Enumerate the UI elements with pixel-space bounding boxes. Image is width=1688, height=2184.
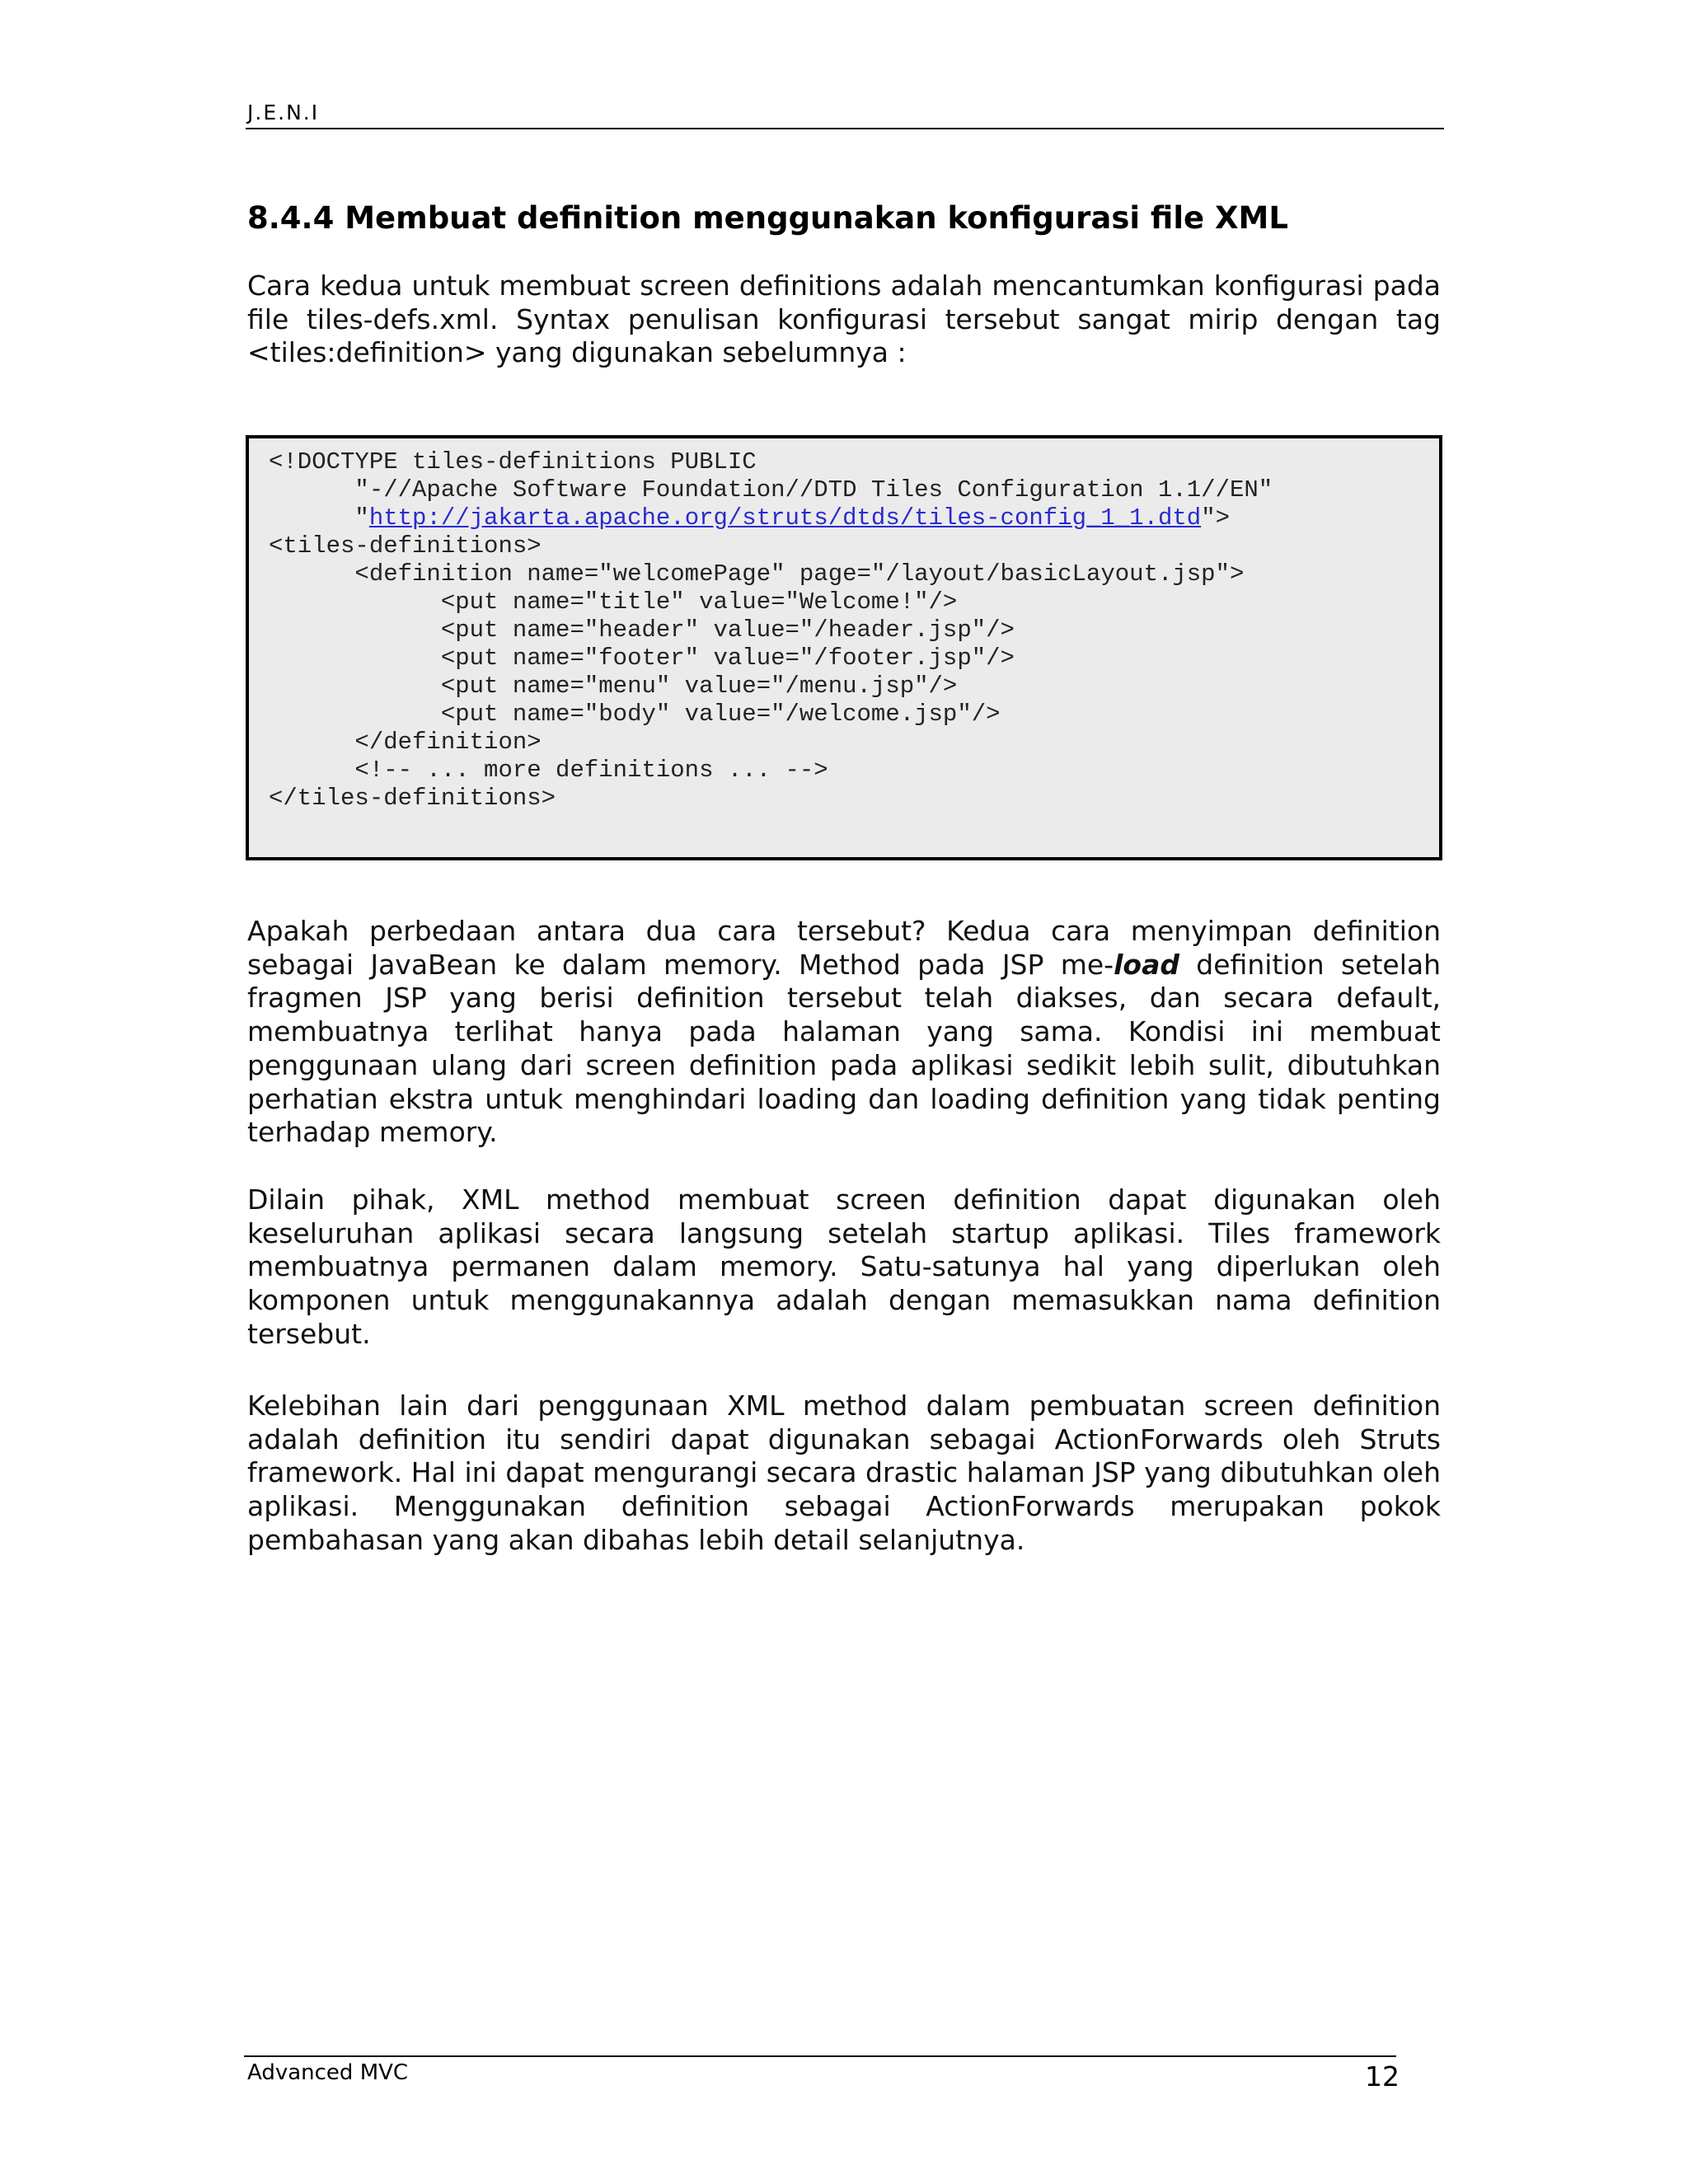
intro-paragraph: Cara kedua untuk membuat screen definitions adalah mencantumkan konfigurasi pada file tiles-defs.xml. Syntax penulisan konfigurasi tersebut sangat mirip dengan tag <tiles:definition> yang digunakan sebelumnya : [247,269,1441,369]
code-line: <!DOCTYPE tiles-definitions PUBLIC [269,448,757,476]
code-line: " [269,504,369,532]
code-line: "> [1201,504,1231,532]
code-line: <put name="footer" value="/footer.jsp"/> [269,644,1015,672]
section-title: 8.4.4 Membuat definition menggunakan konfigurasi file XML [247,200,1288,236]
code-line: <definition name="welcomePage" page="/layout/basicLayout.jsp"> [269,560,1245,588]
dtd-link[interactable]: http://jakarta.apache.org/struts/dtds/tiles-config_1_1.dtd [368,504,1202,532]
code-line: </tiles-definitions> [269,785,556,812]
code-line: <put name="header" value="/header.jsp"/> [269,616,1015,644]
code-line: <put name="body" value="/welcome.jsp"/> [269,701,1001,728]
difference-paragraph [247,915,1441,1150]
footer-divider [244,2055,1396,2057]
header-divider [246,128,1444,129]
code-line: <put name="title" value="Welcome!"/> [269,588,958,616]
code-line: <tiles-definitions> [269,532,542,560]
code-line: <!-- ... more definitions ... --> [269,757,828,784]
code-line: "-//Apache Software Foundation//DTD Tiles Configuration 1.1//EN" [269,476,1273,504]
code-line: <put name="menu" value="/menu.jsp"/> [269,673,958,700]
page-number: 12 [1365,2060,1400,2093]
emphasis-load: load [1114,948,1179,981]
difference-text-start: Apakah perbedaan antara dua cara tersebut? Kedua cara menyimpan definition sebagai JavaBean ke dalam memory. Method pada JSP me- [247,915,1441,981]
xml-method-paragraph: Dilain pihak, XML method membuat screen definition dapat digunakan oleh keseluruhan aplikasi secara langsung setelah startup aplikasi. Tiles framework membuatnya permanen dalam memory. Satu-satunya hal yang diperlukan oleh komponen untuk menggunakannya adalah dengan memasukkan nama definition tersebut. [247,1183,1441,1350]
advantage-paragraph: Kelebihan lain dari penggunaan XML method dalam pembuatan screen definition adalah definition itu sendiri dapat digunakan sebagai ActionForwards oleh Struts framework. Hal ini dapat mengurangi secara drastic halaman JSP yang dibutuhkan oleh aplikasi. Menggunakan definition sebagai ActionForwards merupakan pokok pembahasan yang akan dibahas lebih detail selanjutnya. [247,1390,1441,1556]
running-header: J.E.N.I [247,101,320,124]
code-listing [269,448,1273,813]
code-line: </definition> [269,729,542,756]
running-footer: Advanced MVC [247,2060,409,2085]
difference-text-end: definition setelah fragmen JSP yang berisi definition tersebut telah diakses, dan secara default, membuatnya terlihat hanya pada halaman yang sama. Kondisi ini membuat penggunaan ulang dari screen definition pada aplikasi sedikit lebih sulit, dibutuhkan perhatian ekstra untuk menghindari loading dan loading definition yang tidak penting terhadap memory. [247,948,1442,1149]
